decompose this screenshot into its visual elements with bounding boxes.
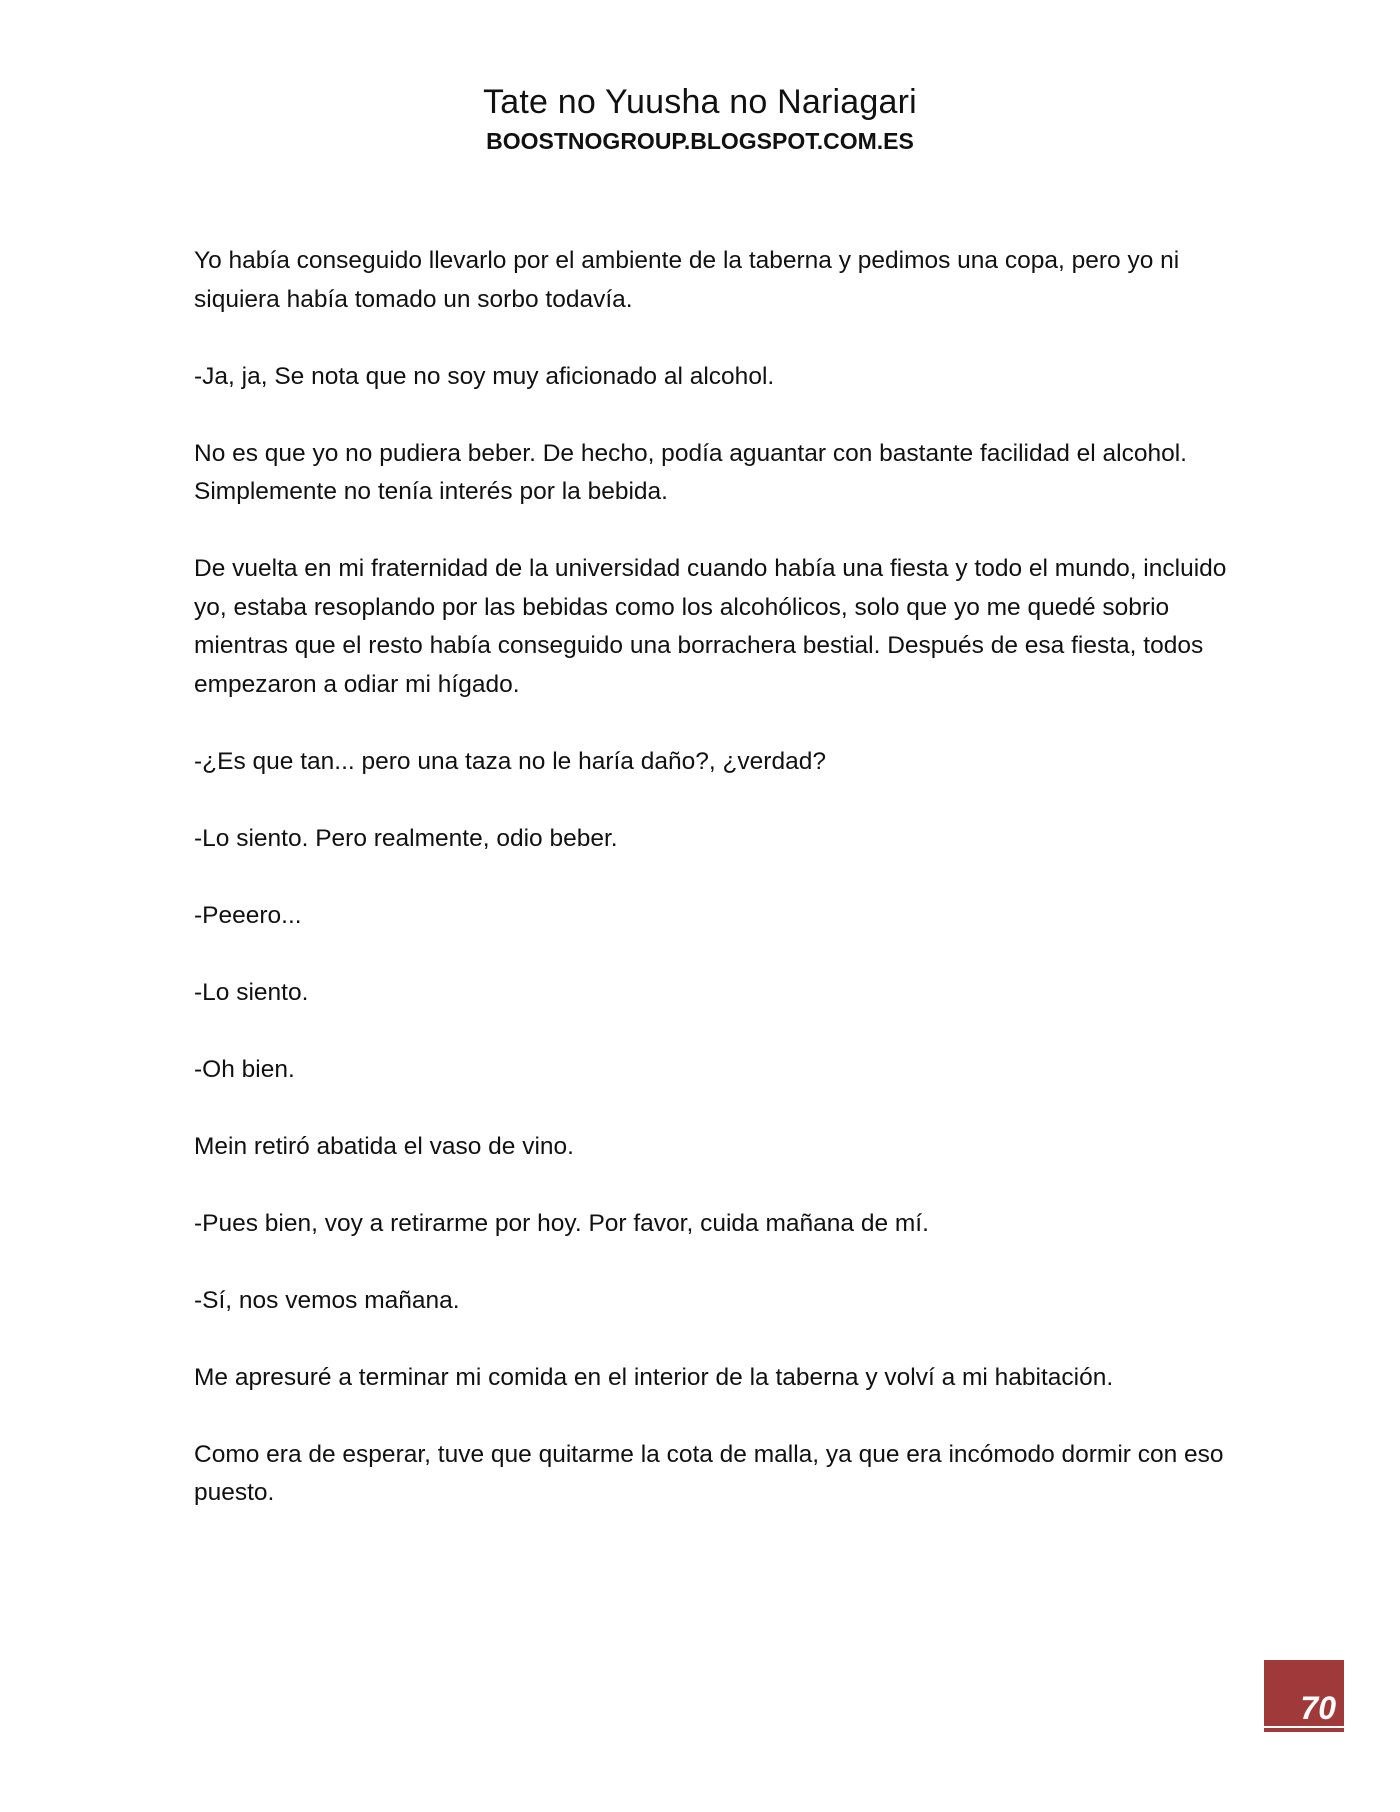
paragraph: -Peeero... [194, 901, 302, 929]
paragraph: -Ja, ja, Se nota que no soy muy aficionado al alcohol. [194, 362, 775, 390]
body-text [194, 242, 1234, 1551]
site-url: BOOSTNOGROUP.BLOGSPOT.COM.ES [486, 128, 914, 154]
paragraph: -Pues bien, voy a retirarme por hoy. Por favor, cuida mañana de mí. [194, 1209, 929, 1237]
paragraph: No es que yo no pudiera beber. De hecho, podía aguantar con bastante facilidad el alcohol. Simplemente no tenía interés por la bebida. [194, 439, 1187, 505]
paragraph: De vuelta en mi fraternidad de la universidad cuando había una fiesta y todo el mundo, incluido yo, estaba resoplando por las bebidas como los alcohólicos, solo que yo me quedé sobrio mientras que el resto había conseguido una borrachera bestial. Después de esa fiesta, todos empezaron a odiar mi hígado. [194, 555, 1227, 698]
page-number: 70 [1300, 1690, 1336, 1726]
page-number-underline [1264, 1726, 1344, 1728]
page-header [0, 82, 1400, 156]
paragraph: Como era de esperar, tuve que quitarme la cota de malla, ya que era incómodo dormir con eso puesto. [194, 1440, 1224, 1506]
paragraph: -Sí, nos vemos mañana. [194, 1286, 460, 1314]
paragraph: Yo había conseguido llevarlo por el ambiente de la taberna y pedimos una copa, pero yo ni siquiera había tomado un sorbo todavía. [194, 247, 1180, 313]
paragraph: -Lo siento. Pero realmente, odio beber. [194, 824, 618, 852]
paragraph: Mein retiró abatida el vaso de vino. [194, 1132, 574, 1160]
document-title: Tate no Yuusha no Nariagari [483, 83, 917, 121]
page-number-badge [1264, 1660, 1344, 1732]
paragraph: -Lo siento. [194, 978, 309, 1006]
paragraph: -¿Es que tan... pero una taza no le haría daño?, ¿verdad? [194, 747, 826, 775]
paragraph: -Oh bien. [194, 1055, 295, 1083]
paragraph: Me apresuré a terminar mi comida en el interior de la taberna y volví a mi habitación. [194, 1363, 1114, 1391]
